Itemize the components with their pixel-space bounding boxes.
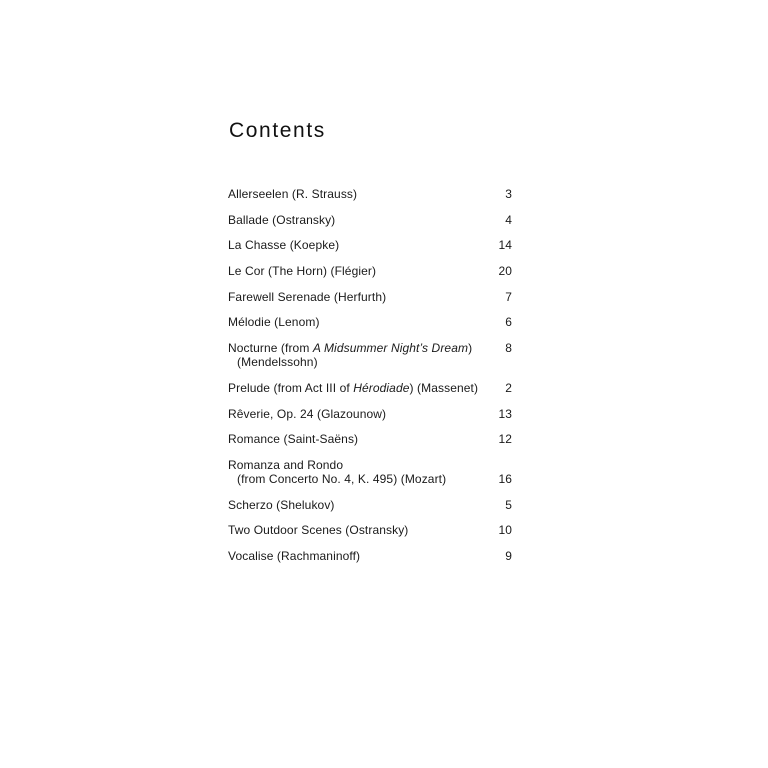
toc-entry-page-number: 9: [505, 548, 512, 563]
toc-entry-reverie: [228, 407, 512, 421]
toc-entry-le-cor: [228, 264, 512, 278]
toc-entry-page-number: 7: [505, 289, 512, 304]
toc-entry-title-line2: (from Concerto No. 4, K. 495) (Mozart): [237, 471, 447, 486]
toc-entry-nocturne: [228, 341, 512, 369]
toc-entry-title: La Chasse (Koepke): [228, 238, 340, 253]
toc-entry-la-chasse: [228, 238, 512, 252]
toc-entry-title: Ballade (Ostransky): [228, 212, 336, 227]
toc-entry-title: [228, 341, 472, 369]
toc-entry-page-number: 13: [498, 406, 512, 421]
toc-entry-title-part: ): [468, 341, 473, 356]
toc-entry-page-number: 2: [505, 380, 512, 395]
toc-entry-title: [228, 381, 478, 395]
toc-entry-title: Vocalise (Rachmaninoff): [228, 548, 361, 563]
toc-entry-title: Allerseelen (R. Strauss): [228, 187, 358, 201]
toc-entry-title: Two Outdoor Scenes (Ostransky): [228, 523, 409, 538]
toc-entry-romanza-and-rondo: [228, 458, 512, 486]
toc-entry-page-number: 12: [498, 432, 512, 447]
toc-entry-title: Le Cor (The Horn) (Flégier): [228, 264, 377, 279]
toc-entry-page-number: 10: [498, 523, 512, 538]
toc-entry-scherzo: [228, 498, 512, 512]
contents-list: [228, 187, 512, 575]
toc-entry-farewell-serenade: [228, 290, 512, 304]
toc-entry-page-number: 3: [505, 187, 512, 201]
toc-entry-page-number: 6: [505, 315, 512, 330]
toc-entry-title: Farewell Serenade (Herfurth): [228, 289, 387, 304]
toc-entry-romance: [228, 432, 512, 446]
toc-entry-title-part: Romanza and Rondo: [228, 457, 344, 472]
toc-entry-title-line2: (Mendelssohn): [237, 355, 318, 370]
toc-entry-title-italic: A Midsummer Night’s Dream: [312, 341, 469, 356]
toc-entry-title-part: Nocturne (from: [228, 341, 313, 356]
toc-entry-allerseelen: [228, 187, 512, 201]
toc-entry-melodie: [228, 315, 512, 329]
toc-entry-page-number: 5: [505, 497, 512, 512]
toc-entry-two-outdoor-scenes: [228, 523, 512, 537]
toc-entry-title-italic: Hérodiade: [353, 380, 410, 395]
toc-entry-title: Scherzo (Shelukov): [228, 497, 335, 512]
page-title: Contents: [229, 119, 326, 142]
toc-entry-page-number: 4: [505, 212, 512, 227]
toc-entry-ballade: [228, 213, 512, 227]
toc-entry-title-part: ) (Massenet): [409, 380, 479, 395]
toc-entry-page-number: 14: [498, 238, 512, 253]
toc-entry-title: Romance (Saint-Saëns): [228, 432, 359, 447]
toc-entry-prelude: [228, 381, 512, 395]
toc-entry-vocalise: [228, 549, 512, 563]
toc-entry-title-part: Prelude (from Act III of: [228, 380, 354, 395]
toc-entry-title: [228, 458, 446, 486]
toc-entry-page-number: 20: [498, 264, 512, 279]
toc-entry-title: Rêverie, Op. 24 (Glazounow): [228, 406, 387, 421]
toc-entry-title: Mélodie (Lenom): [228, 315, 320, 330]
toc-entry-page-number: 16: [498, 471, 512, 486]
toc-entry-page-number: 8: [505, 341, 512, 356]
